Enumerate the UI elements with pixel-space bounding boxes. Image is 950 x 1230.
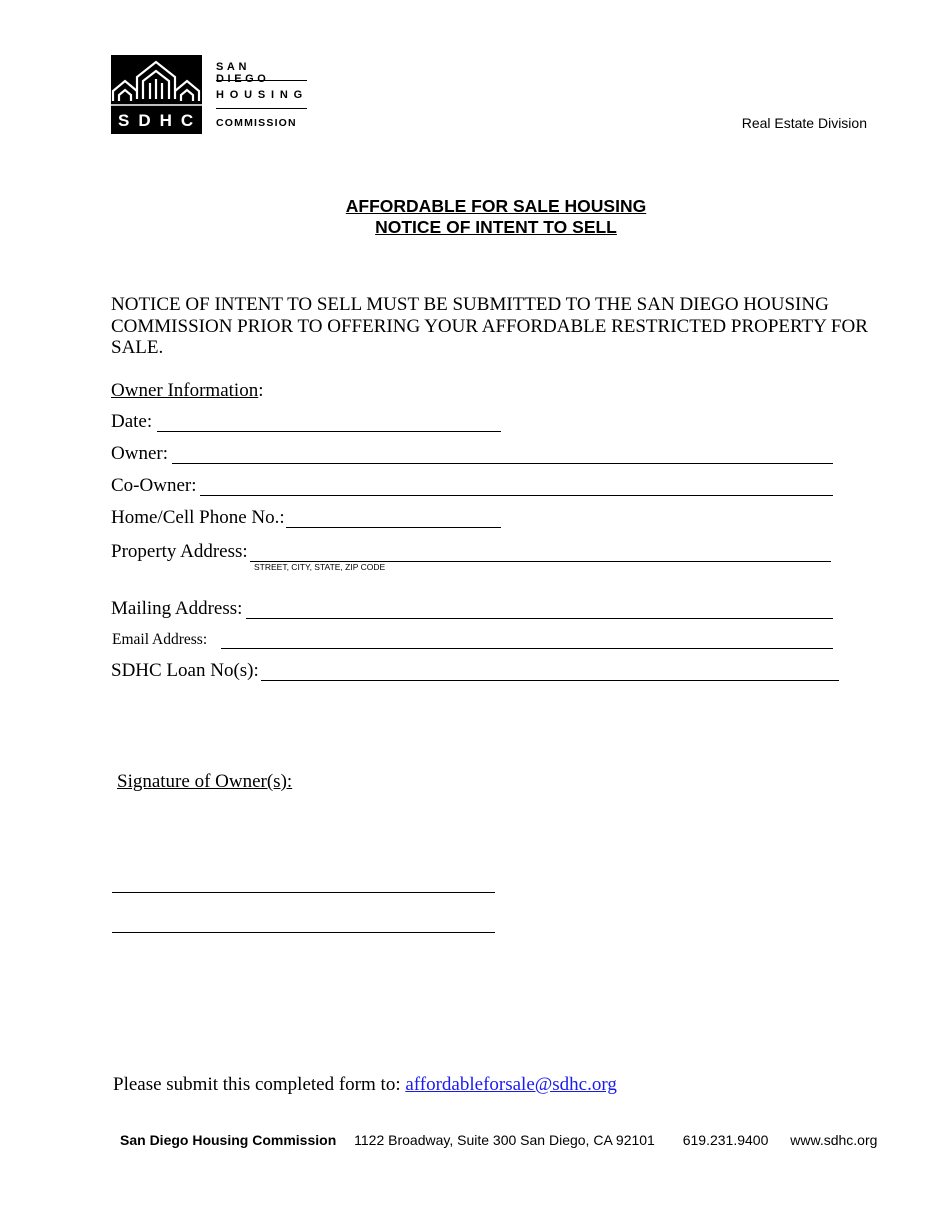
- property-address-label: Property Address:: [111, 541, 248, 562]
- loan-numbers-field[interactable]: [261, 680, 839, 681]
- email-address-field[interactable]: [221, 648, 833, 649]
- owner-info-heading-text: Owner Information: [111, 380, 259, 401]
- footer-phone: 619.231.9400: [682, 1132, 769, 1148]
- mailing-address-field[interactable]: [246, 618, 833, 619]
- sdhc-logo: [111, 55, 202, 134]
- logo-text-housing: HOUSING: [216, 89, 308, 101]
- signature-line-2[interactable]: [112, 932, 495, 933]
- footer: [120, 1132, 878, 1148]
- submit-text: Please submit this completed form to:: [113, 1074, 406, 1095]
- date-field[interactable]: [157, 431, 501, 432]
- property-address-caption: STREET, CITY, STATE, ZIP CODE: [254, 562, 386, 572]
- mailing-address-label: Mailing Address:: [111, 598, 243, 619]
- signature-heading: Signature of Owner(s):: [117, 771, 293, 792]
- owner-field[interactable]: [172, 463, 833, 464]
- email-address-label: Email Address:: [112, 631, 208, 648]
- submit-instructions: [113, 1074, 617, 1096]
- signature-line-1[interactable]: [112, 892, 495, 893]
- submit-email-link[interactable]: affordableforsale@sdhc.org: [405, 1074, 617, 1095]
- phone-field[interactable]: [286, 527, 501, 528]
- owner-info-heading: [111, 380, 264, 402]
- footer-address: 1122 Broadway, Suite 300 San Diego, CA 92101: [354, 1132, 655, 1148]
- owner-label: Owner:: [111, 443, 168, 464]
- form-title: AFFORDABLE FOR SALE HOUSING: [345, 196, 647, 216]
- owner-info-heading-colon: :: [258, 380, 264, 401]
- logo-divider: [216, 80, 307, 81]
- form-subtitle: NOTICE OF INTENT TO SELL: [375, 217, 617, 237]
- loan-numbers-label: SDHC Loan No(s):: [111, 660, 259, 681]
- co-owner-label: Co-Owner:: [111, 475, 197, 496]
- footer-website: www.sdhc.org: [790, 1132, 878, 1148]
- footer-org: San Diego Housing Commission: [120, 1132, 337, 1148]
- date-label: Date:: [111, 411, 153, 432]
- notice-paragraph: NOTICE OF INTENT TO SELL MUST BE SUBMITTED TO THE SAN DIEGO HOUSING COMMISSION PRIOR TO OFFERING YOUR AFFORDABLE RESTRICTED PROPERTY FOR SALE.: [111, 294, 868, 358]
- houses-icon: [111, 55, 202, 111]
- co-owner-field[interactable]: [200, 495, 833, 496]
- logo-divider: [216, 108, 307, 109]
- logo-letters: SDHC: [118, 111, 203, 130]
- division-name: Real Estate Division: [741, 115, 867, 131]
- logo-text-san-diego: SAN DIEGO: [216, 61, 270, 85]
- phone-label: Home/Cell Phone No.:: [111, 507, 285, 528]
- logo-text-commission: COMMISSION: [216, 117, 297, 129]
